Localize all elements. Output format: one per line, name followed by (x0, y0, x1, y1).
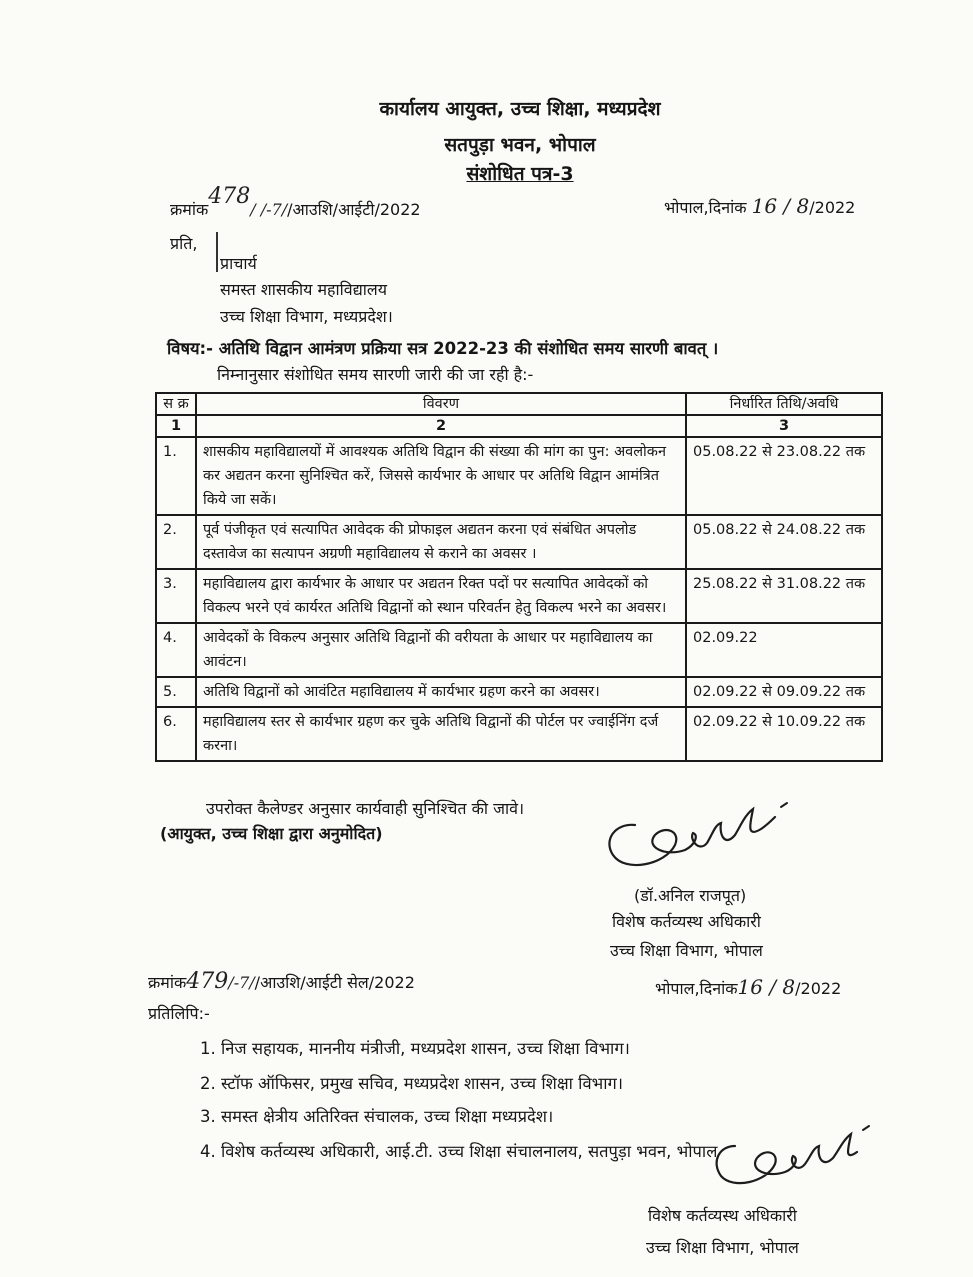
copy-handwritten-serial: /-7/ (228, 973, 255, 992)
table-row (156, 437, 882, 515)
row-date: 05.08.22 से 23.08.22 तक (686, 437, 882, 515)
copy-handwritten-date: 16 / 8 (737, 975, 796, 999)
row-sn: 3. (156, 569, 196, 623)
recipient-line-3: उच्च शिक्षा विभाग, मध्यप्रदेश। (220, 307, 393, 326)
signature-image (595, 795, 795, 880)
list-item: 1. निज सहायक, माननीय मंत्रीजी, मध्यप्रदेश शासन, उच्च शिक्षा विभाग। (200, 1039, 630, 1058)
list-item: 4. विशेष कर्तव्यस्थ अधिकारी, आई.टी. उच्च शिक्षा संचालनालय, सतपुड़ा भवन, भोपाल (200, 1142, 718, 1161)
date-label: भोपाल,दिनांक (664, 198, 747, 217)
copy-reference-number (148, 969, 415, 994)
signatory-designation: विशेष कर्तव्यस्थ अधिकारी (612, 912, 761, 931)
row-date: 25.08.22 से 31.08.22 तक (686, 569, 882, 623)
header-description: विवरण (196, 393, 686, 415)
recipient-line-1: प्राचार्य (220, 254, 257, 273)
copy-date-label: भोपाल,दिनांक (655, 979, 738, 998)
row-date: 02.09.22 से 09.09.22 तक (686, 677, 882, 707)
signatory-department: उच्च शिक्षा विभाग, भोपाल (610, 941, 763, 960)
col-number-1: 1 (156, 415, 196, 437)
row-date: 05.08.22 से 24.08.22 तक (686, 515, 882, 569)
approval-note: (आयुक्त, उच्च शिक्षा द्वारा अनुमोदित) (160, 824, 383, 843)
footer-department: उच्च शिक्षा विभाग, भोपाल (646, 1238, 799, 1257)
header-sn: स क्र (156, 393, 196, 415)
col-number-2: 2 (196, 415, 686, 437)
schedule-table (155, 392, 883, 762)
date-suffix: /2022 (809, 198, 856, 217)
header-date: निर्धारित तिथि/अवधि (686, 393, 882, 415)
row-description: महाविद्यालय द्वारा कार्यभार के आधार पर अद्यतन रिक्त पदों पर सत्यापित आवेदकों को विकल्प भरने एवं कार्यरत अतिथि विद्वानों को स्थान परिवर्तन हेतु विकल्प भरने का अवसर। (196, 569, 686, 623)
copy-reference-date (655, 975, 841, 999)
copy-date-suffix: /2022 (795, 979, 842, 998)
handwritten-number: 478 (208, 184, 251, 209)
margin-stroke (216, 232, 218, 272)
copy-reference-suffix: /आउशि/आईटी सेल/2022 (254, 973, 415, 992)
table-row (156, 569, 882, 623)
building-heading: सतपुड़ा भवन, भोपाल (444, 134, 596, 156)
row-description: पूर्व पंजीकृत एवं सत्यापित आवेदक की प्रोफाइल अद्यतन करना एवं संबंधित अपलोड दस्तावेज का सत्यापन अग्रणी महाविद्यालय से कराने का अवसर । (196, 515, 686, 569)
closing-line: उपरोक्त कैलेण्डर अनुसार कार्यवाही सुनिश्चित की जावे। (206, 799, 525, 818)
table-numbering-row (156, 415, 882, 437)
row-description: आवेदकों के विकल्प अनुसार अतिथि विद्वानों की वरीयता के आधार पर महाविद्यालय का आवंटन। (196, 623, 686, 677)
row-sn: 5. (156, 677, 196, 707)
row-sn: 4. (156, 623, 196, 677)
row-date: 02.09.22 से 10.09.22 तक (686, 707, 882, 761)
row-sn: 2. (156, 515, 196, 569)
intro-line: निम्नानुसार संशोधित समय सारणी जारी की जा रही है:- (217, 365, 534, 384)
reference-label: क्रमांक (170, 200, 209, 219)
prati-label: प्रति, (170, 234, 198, 253)
table-row (156, 677, 882, 707)
recipient-line-2: समस्त शासकीय महाविद्यालय (220, 280, 388, 299)
copy-reference-label: क्रमांक (148, 973, 187, 992)
table-row (156, 515, 882, 569)
reference-suffix: /आउशि/आईटी/2022 (287, 200, 421, 219)
letter-title: संशोधित पत्र-3 (466, 163, 574, 185)
list-item: 3. समस्त क्षेत्रीय अतिरिक्त संचालक, उच्च शिक्षा मध्यप्रदेश। (200, 1107, 554, 1126)
copies-label: प्रतिलिपि:- (148, 1004, 210, 1023)
table-row (156, 707, 882, 761)
reference-date (664, 194, 855, 218)
subject: विषय:- अतिथि विद्वान आमंत्रण प्रक्रिया सत्र 2022-23 की संशोधित समय सारणी बावत् । (167, 339, 719, 358)
table-row (156, 623, 882, 677)
reference-number (170, 184, 421, 221)
row-description: अतिथि विद्वानों को आवंटित महाविद्यालय में कार्यभार ग्रहण करने का अवसर। (196, 677, 686, 707)
handwritten-date: 16 / 8 (751, 194, 810, 218)
table-header-row (156, 393, 882, 415)
list-item: 2. स्टॉफ ऑफिसर, प्रमुख सचिव, मध्यप्रदेश शासन, उच्च शिक्षा विभाग। (200, 1074, 624, 1093)
row-description: शासकीय महाविद्यालयों में आवश्यक अतिथि विद्वान की संख्या की मांग का पुन: अवलोकन कर अद्यतन करना सुनिश्चित करें, जिससे कार्यभार के आधार पर अतिथि विद्वान आमंत्रित किये जा सकें। (196, 437, 686, 515)
copy-handwritten-number: 479 (186, 969, 229, 994)
row-description: महाविद्यालय स्तर से कार्यभार ग्रहण कर चुके अतिथि विद्वानों की पोर्टल पर ज्वाईनिंग दर्ज करना। (196, 707, 686, 761)
footer-designation: विशेष कर्तव्यस्थ अधिकारी (648, 1206, 797, 1225)
row-date: 02.09.22 (686, 623, 882, 677)
col-number-3: 3 (686, 415, 882, 437)
signatory-name: (डॉ.अनिल राजपूत) (634, 886, 747, 905)
row-sn: 1. (156, 437, 196, 515)
handwritten-serial: / /-7/ (250, 200, 288, 219)
office-heading: कार्यालय आयुक्त, उच्च शिक्षा, मध्यप्रदेश (379, 98, 661, 120)
row-sn: 6. (156, 707, 196, 761)
footer-signature-image (705, 1118, 875, 1198)
